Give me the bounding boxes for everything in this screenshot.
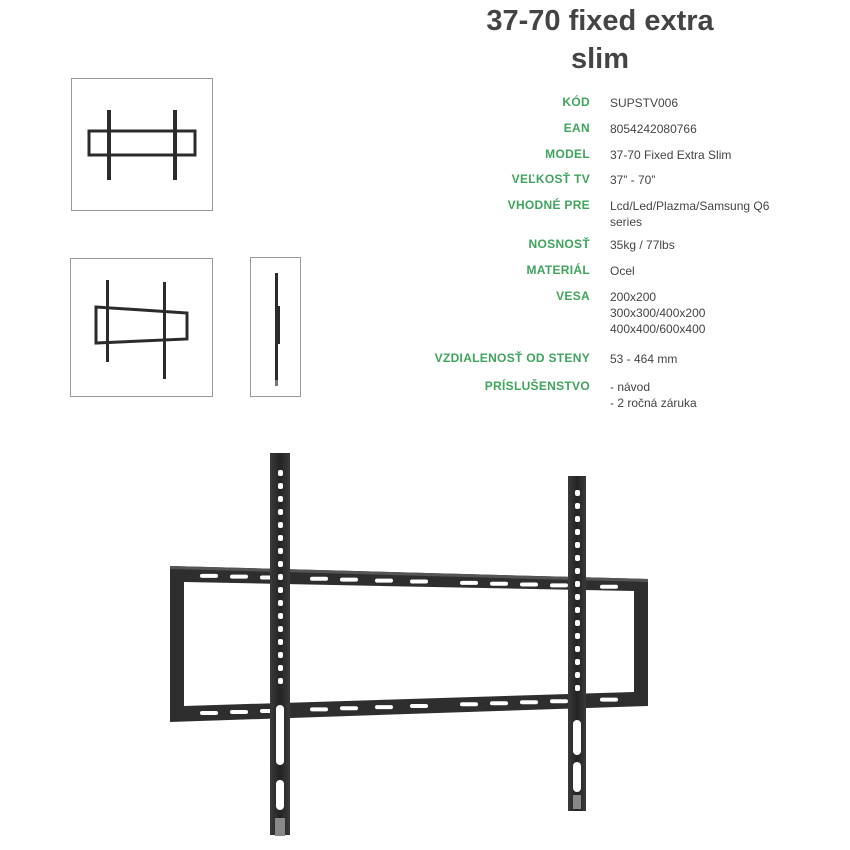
- spec-label: VEĽKOSŤ TV: [511, 172, 590, 186]
- product-title-line-1: 37-70 fixed extra: [486, 5, 714, 37]
- spec-label: VESA: [556, 289, 590, 303]
- spec-label: NOSNOSŤ: [528, 237, 590, 251]
- spec-value: [610, 147, 810, 163]
- thumbnail-side[interactable]: [250, 257, 301, 397]
- spec-value: [610, 95, 810, 111]
- spec-label: EAN: [563, 121, 590, 135]
- spec-value-line: 35kg / 77lbs: [610, 238, 675, 252]
- bracket-angled-thumbnail-icon: [71, 259, 212, 396]
- product-title-line-2: slim: [570, 43, 630, 75]
- spec-value: [610, 379, 810, 411]
- spec-label: PRÍSLUŠENSTVO: [484, 379, 590, 393]
- spec-label: VZDIALENOSŤ OD STENY: [434, 351, 590, 365]
- spec-value: [610, 172, 810, 188]
- bracket-main-image-icon: [160, 440, 660, 840]
- spec-value-line: series: [610, 215, 643, 229]
- spec-label: VHODNÉ PRE: [507, 198, 590, 212]
- spec-value-line: Ocel: [610, 264, 635, 278]
- spec-value-line: 400x400/600x400: [610, 322, 706, 336]
- spec-value: [610, 237, 810, 253]
- spec-value-line: - návod: [610, 380, 651, 394]
- spec-value-line: 37-70 Fixed Extra Slim: [610, 148, 732, 162]
- spec-value-line: Lcd/Led/Plazma/Samsung Q6: [610, 199, 770, 213]
- thumbnail-angled[interactable]: [70, 258, 213, 397]
- spec-value-line: 300x300/400x200: [610, 306, 706, 320]
- spec-label: MODEL: [545, 147, 590, 161]
- spec-value-line: 37” - 70”: [610, 173, 656, 187]
- spec-value-line: SUPSTV006: [610, 96, 679, 110]
- spec-label: MATERIÁL: [526, 263, 590, 277]
- bracket-side-thumbnail-icon: [251, 258, 300, 396]
- spec-value: [610, 289, 810, 337]
- spec-value: [610, 198, 810, 230]
- spec-value-line: 53 - 464 mm: [610, 352, 678, 366]
- spec-value-line: 8054242080766: [610, 122, 697, 136]
- bracket-front-thumbnail-icon: [72, 79, 212, 210]
- spec-value: [610, 351, 810, 367]
- thumbnail-front[interactable]: [71, 78, 213, 211]
- spec-value-line: 200x200: [610, 290, 657, 304]
- product-main-image: [160, 440, 660, 845]
- spec-value: [610, 121, 810, 137]
- spec-label: KÓD: [562, 95, 590, 109]
- spec-value: [610, 263, 810, 279]
- spec-value-line: - 2 ročná záruka: [610, 396, 697, 410]
- product-title: [430, 2, 770, 78]
